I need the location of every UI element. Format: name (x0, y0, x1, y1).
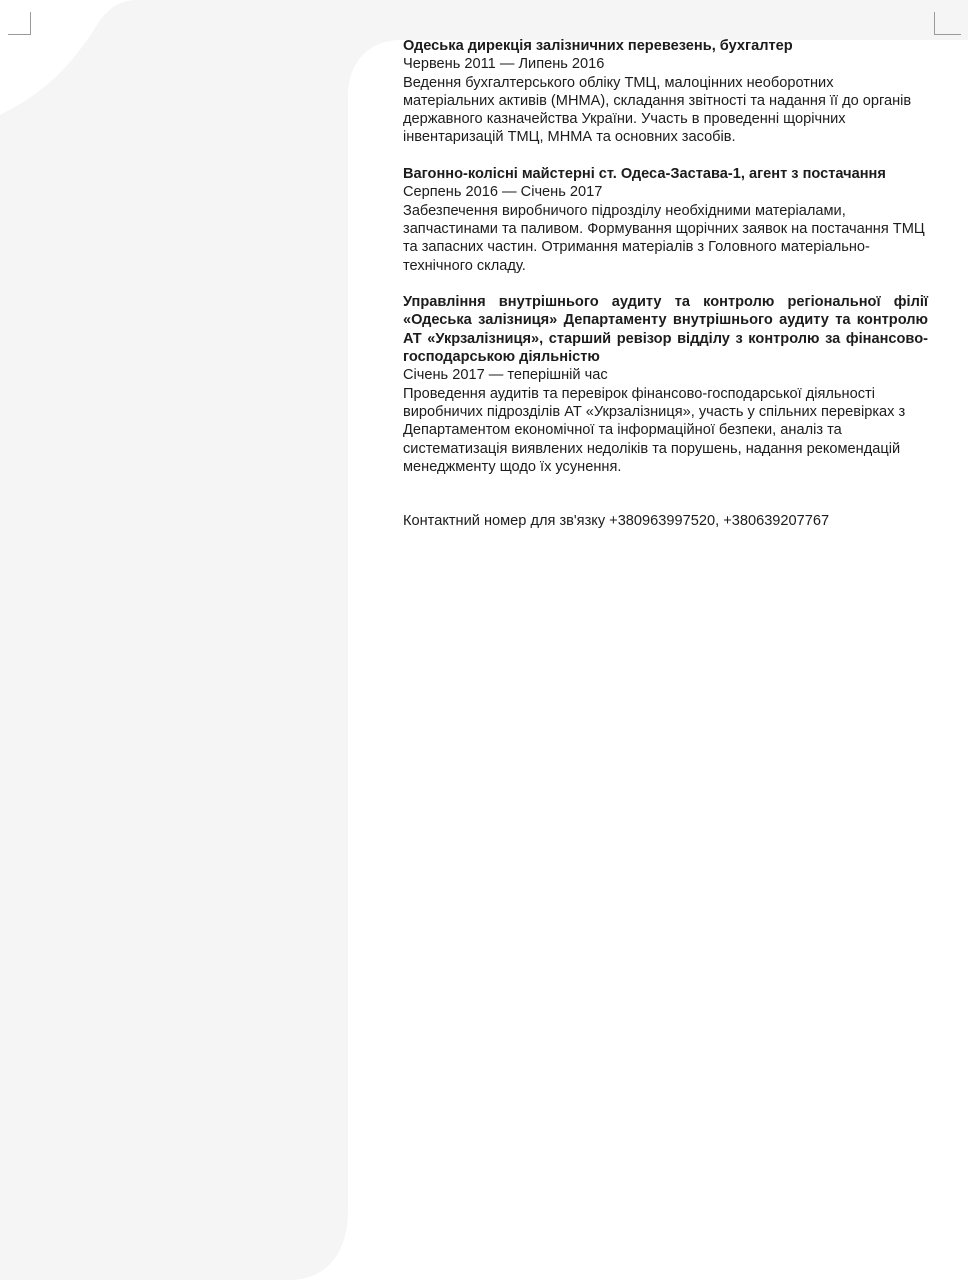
crop-mark-top-right (934, 12, 961, 35)
job-entry-3 (403, 293, 928, 476)
job-title: Вагонно-колісні майстерні ст. Одеса-Застава-1, агент з постачання (403, 166, 886, 183)
job-entry-1 (403, 37, 928, 147)
job-description: Забезпечення виробничого підрозділу необхідними матеріалами, запчастинами та паливом. Формування щорічних заявок на постачання ТМЦ та запасних частин. Отримання матеріалів з Головного матеріально-технічного складу. (403, 202, 925, 274)
job-description: Ведення бухгалтерського обліку ТМЦ, малоцінних необоротних матеріальних активів (МНМА), складання звітності та надання її до органів державного казначейства України. Участь в проведенні щорічних інвентаризацій ТМЦ, МНМА та основних засобів. (403, 74, 912, 146)
job-entry-2 (403, 165, 928, 275)
job-title: Управління внутрішнього аудиту та контролю регіональної філії «Одеська залізниця» Департаменту внутрішнього аудиту та контролю АТ «Укрзалізниця», старший ревізор відділу з контролю за фінансово-господарською діяльністю (403, 294, 928, 366)
crop-mark-top-left (8, 12, 31, 35)
experience-section (403, 37, 928, 530)
job-title: Одеська дирекція залізничних перевезень, бухгалтер (403, 38, 793, 54)
job-description: Проведення аудитів та перевірок фінансово-господарської діяльності виробничих підрозділів АТ «Укрзалізниця», участь у спільних перевірках з Департаментом економічної та інформаційної безпеки, аналіз та систематизація виявлених недоліків та порушень, надання рекомендацій менеджменту щодо їх усунення. (403, 385, 906, 475)
job-period: Червень 2011 — Липень 2016 (403, 56, 605, 73)
job-period: Січень 2017 — теперішній час (403, 367, 608, 384)
job-period: Серпень 2016 — Січень 2017 (403, 184, 603, 201)
contact-phone-line: Контактний номер для зв'язку +380963997520, +380639207767 (403, 513, 830, 530)
